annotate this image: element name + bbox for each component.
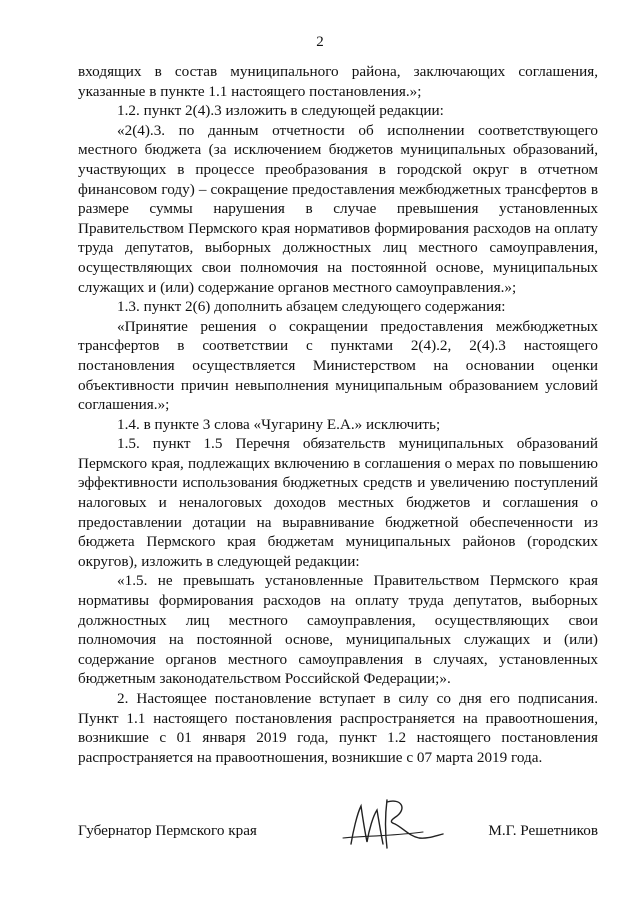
paragraph: 1.3. пункт 2(6) дополнить абзацем следующего содержания: xyxy=(117,298,506,316)
handwritten-signature xyxy=(323,792,453,852)
document-body xyxy=(78,62,598,767)
paragraph: 1.5. пункт 1.5 Перечня обязательств муниципальных образований Пермского края, подлежащих включению в соглашения о мерах по повышению эффективности использования бюджетных средств и увеличению поступлений налоговых и неналоговых доходов местных бюджетов и соглашения о предоставлении дотации на выравнивание бюджетной обеспеченности из бюджета Пермского края бюджетам муниципальных районов (городских округов), изложить в следующей редакции: xyxy=(78,435,598,570)
paragraph: «Принятие решения о сокращении предоставления межбюджетных трансфертов в соответствии с пунктами 2(4).2, 2(4).3 настоящего постановления осуществляется Министерством на основании оценки объективности причин невыполнения муниципальным образованием условий соглашения.»; xyxy=(78,317,598,414)
page-number: 2 xyxy=(316,34,324,50)
paragraph: 1.4. в пункте 3 слова «Чугарину Е.А.» исключить; xyxy=(117,415,441,433)
paragraph: «1.5. не превышать установленные Правительством Пермского края нормативы формирования расходов на оплату труда депутатов, выборных должностных лиц местного самоуправления, осуществляющих свои полномочия на постоянной основе, муниципальных служащих и (или) содержание органов местного самоуправления в случаях, установленных бюджетным законодательством Российской Федерации;». xyxy=(78,572,598,688)
signer-name: М.Г. Решетников xyxy=(488,822,598,839)
paragraph: 1.2. пункт 2(4).3 изложить в следующей редакции: xyxy=(117,102,444,120)
paragraph: 2. Настоящее постановление вступает в силу со дня его подписания. Пункт 1.1 настоящего постановления распространяется на правоотношения, возникшие с 01 января 2019 года, пункт 1.2 настоящего постановления распространяется на правоотношения, возникшие с 07 марта 2019 года. xyxy=(78,690,598,766)
paragraph: входящих в состав муниципального района, заключающих соглашения, указанные в пункте 1.1 настоящего постановления.»; xyxy=(78,63,598,100)
signer-title: Губернатор Пермского края xyxy=(78,822,257,839)
paragraph: «2(4).3. по данным отчетности об исполнении соответствующего местного бюджета (за исключением бюджетов муниципальных образований, участвующих в процессе преобразования в городской округ в отчетном финансовом году) – сокращение предоставления межбюджетных трансфертов в размере суммы нарушения в случае превышения установленных Правительством Пермского края нормативов формирования расходов на оплату труда депутатов, выборных должностных лиц местного самоуправления, осуществляющих свои полномочия на постоянной основе, муниципальных служащих и (или) содержание органов местного самоуправления.»; xyxy=(78,121,598,296)
signature-block xyxy=(78,818,598,848)
